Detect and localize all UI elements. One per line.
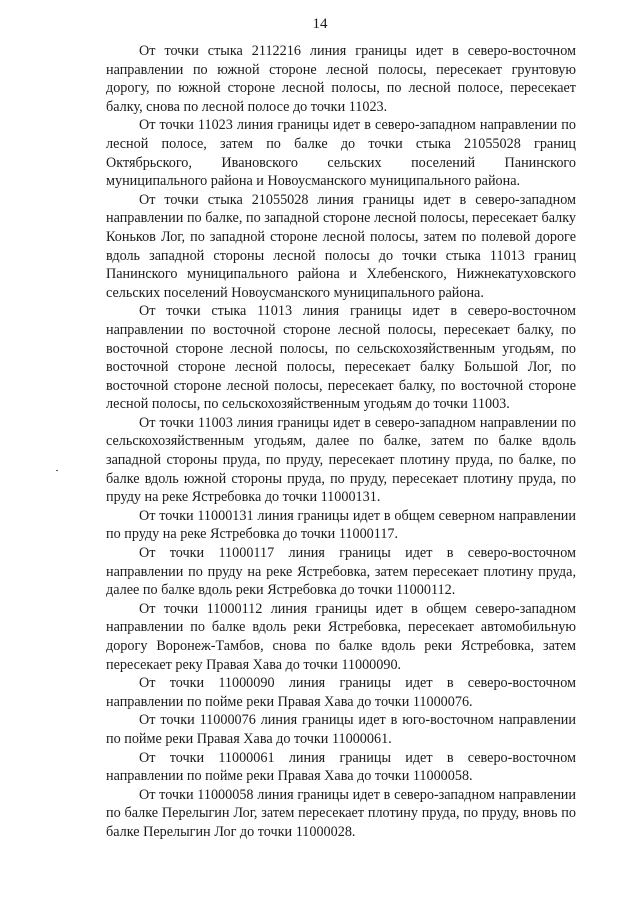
paragraph-12: От точки 11000058 линия границы идет в северо-западном направлении по балке Перелыгин Лог, затем пересекает плотину пруда, по пруду, вновь по балке Перелыгин Лог до точки 11000028. bbox=[106, 786, 576, 840]
paragraph-11: От точки 11000061 линия границы идет в северо-восточном направлении по пойме реки Правая Хава до точки 11000058. bbox=[106, 749, 576, 785]
paragraph-1: От точки стыка 2112216 линия границы идет в северо-восточном направлении по южной стороне лесной полосы, пересекает грунтовую дорогу, по южной стороне лесной полосы, по лесной полосе, пересекает балку, снова по лесной полосе до точки 11023. bbox=[106, 43, 576, 115]
paragraph-2: От точки 11023 линия границы идет в северо-западном направлении по лесной полосе, затем по балке до точки стыка 21055028 границ Октябрьского, Ивановского сельских поселений Панинского муниципального района и Новоусманского муниципального района. bbox=[106, 117, 576, 190]
paragraph-8: От точки 11000112 линия границы идет в общем северо-западном направлении по балке вдоль реки Ястребовка, пересекает автомобильную дорогу Воронеж-Тамбов, снова по балке вдоль реки Ястребовка, затем пересекает реку Правая Хава до точки 11000090. bbox=[106, 600, 576, 673]
paragraph-7: От точки 11000117 линия границы идет в северо-восточном направлении по пруду на реке Ястребовка, затем пересекает плотину пруда, далее по балке вдоль реки Ястребовка до точки 11000112. bbox=[106, 545, 576, 599]
paragraph-4: От точки стыка 11013 линия границы идет в северо-восточном направлении по восточной стороне лесной полосы, пересекает балку, по восточной стороне лесной полосы, по сельскохозяйственным угодьям, по восточной стороне лесной полосы, пересекает балку Большой Лог, по восточной стороне лесной полосы, пересекает балку, по восточной стороне лесной полосы, по сельскохозяйственным угодьям до точки 11003. bbox=[106, 303, 576, 413]
page-number: 14 bbox=[312, 16, 328, 32]
paragraph-9: От точки 11000090 линия границы идет в северо-восточном направлении по пойме реки Правая Хава до точки 11000076. bbox=[106, 675, 576, 710]
paragraph-10: От точки 11000076 линия границы идет в юго-восточном направлении по пойме реки Правая Хава до точки 11000061. bbox=[106, 712, 576, 747]
margin-mark bbox=[56, 470, 58, 471]
paragraph-5: От точки 11003 линия границы идет в северо-западном направлении по сельскохозяйственным угодьям, далее по балке, затем по балке вдоль западной стороны пруда, по пруду, пересекает плотину пруда, по балке, по балке вдоль южной стороны пруда, по пруду, пересекает плотину пруда, по пруду на реке Ястребовка до точки 11000131. bbox=[106, 414, 576, 506]
document-body bbox=[106, 42, 576, 842]
paragraph-6: От точки 11000131 линия границы идет в общем северном направлении по пруду на реке Ястребовка до точки 11000117. bbox=[106, 507, 576, 543]
paragraph-3: От точки стыка 21055028 линия границы идет в северо-западном направлении по балке, по западной стороне лесной полосы, пересекает балку Коньков Лог, по западной стороне лесной полосы, затем по полевой дороге вдоль западной стороны лесной полосы до точки стыка 11013 границ Панинского муниципального района и Хлебенского, Нижнекатуховского сельских поселений Новоусманского муниципального района. bbox=[106, 191, 576, 301]
